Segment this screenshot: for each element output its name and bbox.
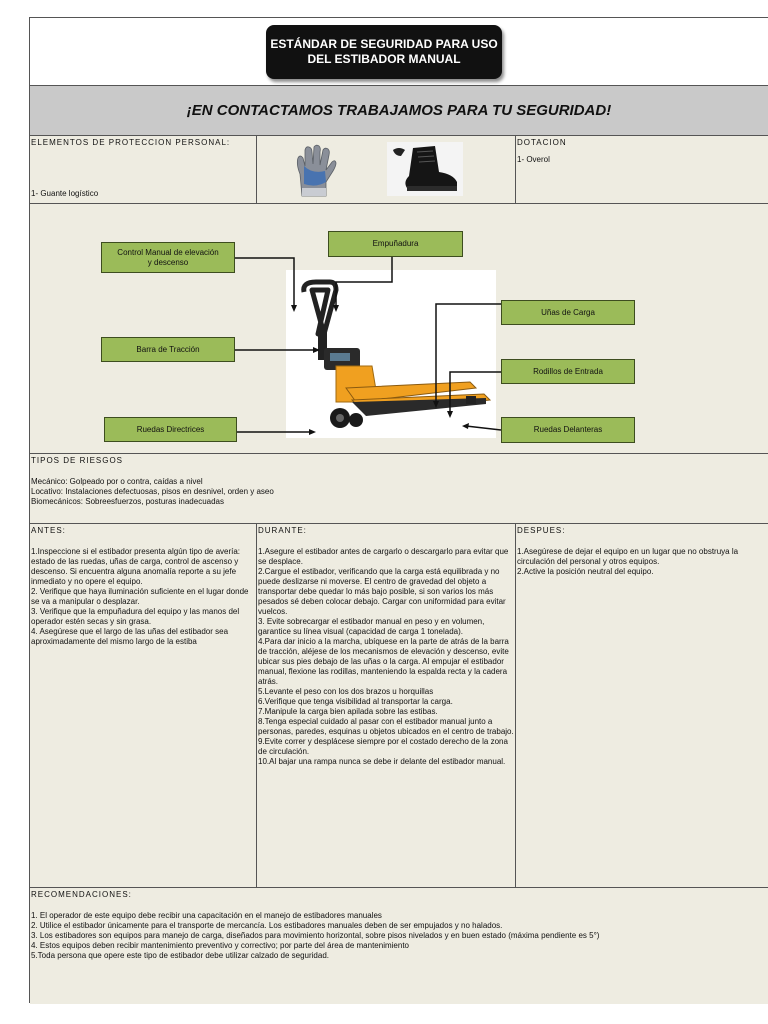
recomendacion-item: 4. Estos equipos deben recibir mantenimiento preventivo y correctivo; por parte del área de mantenimiento (31, 941, 409, 950)
title-line-1: ESTÁNDAR DE SEGURIDAD PARA USO (270, 37, 498, 51)
antes-cell (30, 524, 257, 887)
epp-heading: ELEMENTOS DE PROTECCION PERSONAL: (31, 138, 231, 147)
recomendacion-item: 3. Los estibadores son equipos para manejo de carga, diseñados para movimiento horizontal, sobre pisos nivelados y en buen estado (máxima pendiente es 5°) (31, 931, 600, 940)
despues-cell (516, 524, 768, 887)
slogan-row (30, 86, 768, 136)
safety-standard-sheet (29, 17, 768, 1003)
title-line-2: DEL ESTIBADOR MANUAL (307, 52, 461, 66)
slogan-text: ¡EN CONTACTAMOS TRABAJAMOS PARA TU SEGURIDAD! (186, 102, 612, 119)
title-row (30, 18, 768, 86)
riesgos-list (30, 477, 768, 507)
riesgo-item: Mecánico: Golpeado por o contra, caídas a nivel (31, 477, 203, 486)
recomendaciones-heading: RECOMENDACIONES: (31, 890, 132, 899)
durante-cell (257, 524, 516, 887)
recomendaciones-row (30, 888, 768, 1004)
durante-text: 1.Asegure el estibador antes de cargarlo o descargarlo para evitar que se desplace. 2.Cargue el estibador, verificando que la carga está equilibrada y no puede deslizarse ni moverse. El centro de gravedad del objeto a transportar debe quedar lo más bajo posible, si son varios los más pesados sé deben colocar debajo. Cargar con uniformidad para evitar vuelcos. 3. Evite sobrecargar el estibador manual en peso y en volumen, garantice su línea visual (capacidad de carga 1 tonelada). 4.Para dar inicio a la marcha, ubíquese en la parte de atrás de la barra de tracción, aléjese de los mecanismos de elevación y descenso, evite ubicar sus pies debajo de las uñas o la carga. Al empujar el estibador manual, flexione las rodillas, manteniendo la espalda recta y la cadera atrás. 5.Levante el peso con los dos brazos u horquillas 6.Verifique que tenga visibilidad al transportar la carga. 7.Manipule la carga bien apilada sobre las estibas. 8.Tenga especial cuidado al pasar con el estibador manual junto a personas, paredes, esquinas u objetos ubicados en el centro de trabajo. 9.Evite correr y desplácese siempre por el costado derecho de la zona de circulación. 10.Al bajar una rampa nunca se debe ir delante del estibador manual. (258, 547, 514, 766)
glove-icon (292, 144, 338, 198)
callout-empunadura: Empuñadura (328, 231, 463, 257)
riesgos-heading: TIPOS DE RIESGOS (31, 456, 124, 465)
riesgos-row (30, 454, 768, 524)
callout-unas-de-carga: Uñas de Carga (501, 300, 635, 325)
epp-item: 1- Guante logístico (31, 189, 99, 198)
recomendacion-item: 5.Toda persona que opere este tipo de estibador debe utilizar calzado de seguridad. (31, 951, 329, 960)
epp-cell (30, 136, 257, 203)
diagram-row (30, 204, 768, 454)
epp-row (30, 136, 768, 204)
title-banner (266, 25, 502, 79)
safety-boot-icon (387, 142, 463, 196)
riesgo-item: Locativo: Instalaciones defectuosas, pisos en desnivel, orden y aseo (31, 487, 274, 496)
riesgo-item: Biomecánicos: Sobreesfuerzos, posturas inadecuadas (31, 497, 224, 506)
durante-heading: DURANTE: (258, 526, 307, 535)
callout-ruedas-delanteras: Ruedas Delanteras (501, 417, 635, 443)
recomendacion-item: 2. Utilice el estibador únicamente para el transporte de mercancía. Los estibadores manuales deben de ser empujados y no halados. (31, 921, 503, 930)
callout-ruedas-directrices: Ruedas Directrices (104, 417, 237, 442)
callout-control-elevacion: Control Manual de elevación y descenso (101, 242, 235, 273)
callout-barra-traccion: Barra de Tracción (101, 337, 235, 362)
despues-text: 1.Asegúrese de dejar el equipo en un lugar que no obstruya la circulación del personal y otros equipos. 2.Active la posición neutral del equipo. (517, 547, 739, 576)
dotacion-heading: DOTACION (517, 138, 567, 147)
dotacion-cell (516, 136, 768, 203)
callout-rodillos-entrada: Rodillos de Entrada (501, 359, 635, 384)
despues-heading: DESPUES: (517, 526, 566, 535)
antes-heading: ANTES: (31, 526, 66, 535)
antes-text: 1.Inspeccione si el estibador presenta algún tipo de avería: estado de las ruedas, uñas de carga, control de ascenso y descenso. Si encuentra alguna anomalía reporte a su jefe inmediato y no opere el equipo. 2. Verifique que haya iluminación suficiente en el lugar donde se va a manipular o desplazar. 3. Verifique que la empuñadura del equipo y las manos del operador estén secas y sin grasa. 4. Asegúrese que el largo de las uñas del estibador sea aproximadamente del mismo largo de la estiba (31, 547, 249, 646)
epp-images-cell (257, 136, 516, 203)
dotacion-item: 1- Overol (517, 155, 550, 164)
steps-row (30, 524, 768, 888)
recomendacion-item: 1. El operador de este equipo debe recibir una capacitación en el manejo de estibadores manuales (31, 911, 382, 920)
recomendaciones-list (30, 911, 768, 961)
